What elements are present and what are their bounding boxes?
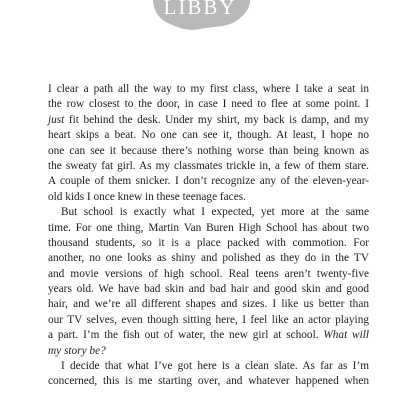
- emphasis-text: What will: [323, 329, 370, 342]
- text-line: another, no one looks as shiny and polished as they do in the TV: [48, 252, 369, 265]
- paragraph-1: [48, 82, 369, 205]
- emphasis-text: just: [48, 113, 65, 126]
- paragraph-2: [48, 205, 369, 359]
- text-line: one can see it because there’s nothing worse than being known as: [48, 144, 369, 157]
- text-line: I decide that what I’ve got here is a clean slate. As far as I’m: [61, 360, 369, 373]
- text-line: old kids I once knew in these teenage faces.: [48, 190, 246, 203]
- text-line: heart skips a beat. No one can see it, though. At least, I hope no: [48, 129, 369, 142]
- text-span: fit behind the desk. Under my shirt, my back is damp, and my: [64, 113, 369, 126]
- text-line: time. For one thing, Martin Van Buren High School has about two: [48, 221, 369, 234]
- text-line: the row closest to the door, in case I need to flee at some point. I: [48, 98, 369, 111]
- text-line: [48, 113, 369, 128]
- chapter-heading: LIBBY: [163, 0, 237, 19]
- text-line: But school is exactly what I expected, yet more at the same: [61, 206, 369, 219]
- text-line: A couple of them snicker. I don’t recognize any of the eleven-year-: [48, 175, 369, 188]
- text-line: the sweaty fat girl. As my classmates trickle in, a few of them stare.: [48, 159, 369, 172]
- text-line: concerned, this is me starting over, and whatever happened when: [48, 375, 369, 388]
- text-line: hair, and we’re all different shapes and sizes. I like us better than: [48, 298, 369, 311]
- text-line: [48, 328, 369, 343]
- text-line: thousand students, so it is a place packed with commotion. For: [48, 236, 369, 249]
- text-line: years old. We have bad skin and bad hair and good skin and good: [48, 283, 369, 296]
- text-line: I clear a path all the way to my first class, where I take a seat in: [48, 83, 369, 95]
- emphasis-text: my story be?: [48, 344, 106, 357]
- body-text: [48, 82, 369, 390]
- text-span: a part. I’m the fish out of water, the new girl at school.: [48, 329, 324, 342]
- text-line: and movie versions of high school. Real teens aren’t twenty-five: [48, 267, 369, 280]
- paragraph-3: [48, 359, 369, 390]
- text-line: [48, 344, 369, 359]
- text-line: our TV selves, even though sitting here, I feel like an actor playing: [48, 313, 369, 326]
